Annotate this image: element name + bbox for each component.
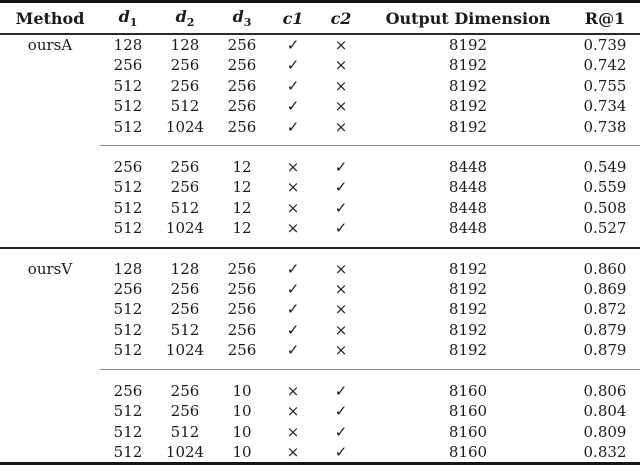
cell-d3: 256 [227,117,257,136]
method-cell-empty [0,157,100,177]
header-subscript: 2 [186,16,195,30]
cell-r-at-1: 0.809 [583,422,627,441]
cross-icon: × [286,422,300,441]
cell-d1: 512 [113,422,143,441]
table-row [0,340,640,360]
check-icon: ✓ [334,402,348,421]
cell-d3: 256 [227,56,257,75]
cell-output-dimension: 8160 [448,402,488,421]
table-row [0,401,640,421]
method-cell-empty [0,299,100,319]
cell-output-dimension: 8192 [448,117,488,136]
cross-icon: × [286,158,300,177]
cell-d2: 1024 [165,117,205,136]
cell-output-dimension: 8192 [448,300,488,319]
cell-d1: 512 [113,219,143,238]
cell-d1: 512 [113,402,143,421]
table-row [0,34,640,55]
cell-d1: 512 [113,442,143,461]
block-gap [0,146,640,158]
table-row [0,96,640,116]
cell-d3: 12 [232,158,252,177]
cell-r-at-1: 0.549 [583,158,627,177]
cell-d2: 1024 [165,341,205,360]
cell-output-dimension: 8192 [448,97,488,116]
header-cell-r-at-1 [570,2,640,35]
spacer-cell [0,369,640,381]
cross-icon: × [286,219,300,238]
check-icon: ✓ [334,178,348,197]
cell-r-at-1: 0.879 [583,320,627,339]
table-row [0,422,640,442]
partial-rule [100,361,640,370]
header-cell-c1 [270,2,316,35]
table-row [0,381,640,401]
cross-icon: × [334,56,348,75]
spacer-cell [0,239,640,248]
partial-rule [100,137,640,146]
cell-output-dimension: 8448 [448,219,488,238]
cell-r-at-1: 0.739 [583,36,627,54]
cell-d1: 512 [113,320,143,339]
header-label: Output Dimension [385,8,551,28]
cell-d1: 512 [113,341,143,360]
method-cell-empty [0,340,100,360]
table-row [0,76,640,96]
section-gap [0,248,640,259]
spacer-cell [0,248,640,259]
table-row [0,299,640,319]
spacer-cell [0,146,640,158]
cell-d1: 128 [113,36,143,54]
check-icon: ✓ [334,158,348,177]
cell-d2: 256 [170,158,200,177]
cell-d2: 512 [170,97,200,116]
cross-icon: × [286,402,300,421]
block-divider-rule [0,361,640,370]
cell-d3: 12 [232,178,252,197]
cell-output-dimension: 8192 [448,280,488,299]
cross-icon: × [334,117,348,136]
header-label: c2 [330,8,352,28]
cross-icon: × [334,97,348,116]
method-cell-empty [0,401,100,421]
cross-icon: × [286,198,300,217]
cross-icon: × [334,76,348,95]
cell-d1: 512 [113,300,143,319]
cell-output-dimension: 8448 [448,198,488,217]
cell-d2: 256 [170,280,200,299]
header-cell-c2 [316,2,366,35]
check-icon: ✓ [286,300,300,319]
header-cell-output-dimension [366,2,570,35]
table-row [0,218,640,238]
section-divider-rule [0,239,640,248]
cell-d2: 512 [170,320,200,339]
cell-d3: 256 [227,341,257,360]
cross-icon: × [334,36,348,54]
cell-r-at-1: 0.738 [583,117,627,136]
cell-output-dimension: 8160 [448,442,488,461]
cell-d1: 256 [113,381,143,400]
cell-d2: 1024 [165,442,205,461]
header-subscript: 1 [129,16,138,30]
method-cell-empty [0,320,100,340]
cell-r-at-1: 0.832 [583,442,627,461]
cell-d3: 256 [227,76,257,95]
check-icon: ✓ [286,76,300,95]
header-cell-d2 [156,2,214,35]
cell-r-at-1: 0.734 [583,97,627,116]
cell-d2: 256 [170,178,200,197]
cell-d2: 256 [170,76,200,95]
cell-d3: 12 [232,198,252,217]
cell-r-at-1: 0.755 [583,76,627,95]
method-cell-empty [0,117,100,137]
table-row [0,198,640,218]
cell-d3: 10 [232,381,252,400]
header-label: Method [15,8,85,28]
table-row [0,442,640,464]
header-label: c1 [282,8,304,28]
cross-icon: × [286,381,300,400]
header-cell-d1 [100,2,156,35]
cell-output-dimension: 8160 [448,422,488,441]
header-cell-method [0,2,100,35]
cell-d3: 256 [227,280,257,299]
cross-icon: × [286,178,300,197]
cell-d1: 256 [113,56,143,75]
table-body [0,34,640,464]
header-label: d [118,6,130,26]
cell-d2: 1024 [165,219,205,238]
cell-d3: 256 [227,36,257,54]
check-icon: ✓ [286,280,300,299]
spacer-cell [0,361,100,370]
cell-d2: 128 [170,36,200,54]
check-icon: ✓ [286,97,300,116]
cell-output-dimension: 8192 [448,56,488,75]
cross-icon: × [286,442,300,461]
cell-d3: 256 [227,259,257,278]
method-cell-empty [0,381,100,401]
table-row [0,55,640,75]
check-icon: ✓ [334,442,348,461]
cell-d2: 128 [170,259,200,278]
method-cell-empty [0,76,100,96]
method-cell-empty [0,279,100,299]
cell-r-at-1: 0.508 [583,198,627,217]
cell-output-dimension: 8448 [448,158,488,177]
cell-d1: 512 [113,178,143,197]
check-icon: ✓ [286,341,300,360]
cell-r-at-1: 0.860 [583,259,627,278]
cell-d2: 512 [170,198,200,217]
cross-icon: × [334,280,348,299]
cell-d1: 256 [113,158,143,177]
method-label: oursA [27,36,73,54]
method-cell-empty [0,422,100,442]
cell-d2: 256 [170,381,200,400]
check-icon: ✓ [286,36,300,54]
cell-d3: 256 [227,97,257,116]
header-label: R@1 [584,8,626,28]
cross-icon: × [334,259,348,278]
cross-icon: × [334,341,348,360]
header-cell-d3 [214,2,270,35]
cell-d3: 256 [227,300,257,319]
cell-d1: 512 [113,76,143,95]
check-icon: ✓ [286,320,300,339]
table-header [0,2,640,35]
check-icon: ✓ [286,56,300,75]
cell-d3: 10 [232,422,252,441]
cell-output-dimension: 8448 [448,178,488,197]
table-row [0,259,640,279]
table-row [0,177,640,197]
cell-d1: 512 [113,198,143,217]
table-row [0,320,640,340]
cell-d1: 128 [113,259,143,278]
cell-output-dimension: 8192 [448,341,488,360]
cross-icon: × [334,320,348,339]
spacer-cell [0,137,100,146]
cell-r-at-1: 0.559 [583,178,627,197]
cell-d3: 12 [232,219,252,238]
cell-d1: 512 [113,117,143,136]
check-icon: ✓ [334,422,348,441]
method-cell-empty [0,177,100,197]
cell-d2: 512 [170,422,200,441]
header-subscript: 3 [243,16,252,30]
cell-output-dimension: 8192 [448,76,488,95]
cell-output-dimension: 8192 [448,259,488,278]
check-icon: ✓ [286,259,300,278]
cell-d2: 256 [170,402,200,421]
table-row [0,117,640,137]
cell-r-at-1: 0.527 [583,219,627,238]
block-gap [0,369,640,381]
cell-d2: 256 [170,56,200,75]
check-icon: ✓ [334,219,348,238]
header-row [0,2,640,35]
table-row [0,279,640,299]
cell-output-dimension: 8192 [448,320,488,339]
header-label: d [232,6,244,26]
cell-r-at-1: 0.872 [583,300,627,319]
method-cell-empty [0,442,100,464]
cell-d3: 10 [232,442,252,461]
block-divider-rule [0,137,640,146]
cell-output-dimension: 8160 [448,381,488,400]
cross-icon: × [334,300,348,319]
method-cell-empty [0,55,100,75]
cell-d2: 256 [170,300,200,319]
header-label: d [175,6,187,26]
method-cell-empty [0,96,100,116]
cell-d3: 256 [227,320,257,339]
check-icon: ✓ [334,198,348,217]
method-cell-empty [0,198,100,218]
cell-r-at-1: 0.804 [583,402,627,421]
cell-d1: 512 [113,97,143,116]
method-cell-empty [0,218,100,238]
check-icon: ✓ [286,117,300,136]
cell-r-at-1: 0.869 [583,280,627,299]
table-row [0,157,640,177]
cell-d3: 10 [232,402,252,421]
method-label: oursV [27,259,73,278]
cell-output-dimension: 8192 [448,36,488,54]
cell-r-at-1: 0.879 [583,341,627,360]
cell-d1: 256 [113,280,143,299]
cell-r-at-1: 0.806 [583,381,627,400]
cell-r-at-1: 0.742 [583,56,627,75]
check-icon: ✓ [334,381,348,400]
